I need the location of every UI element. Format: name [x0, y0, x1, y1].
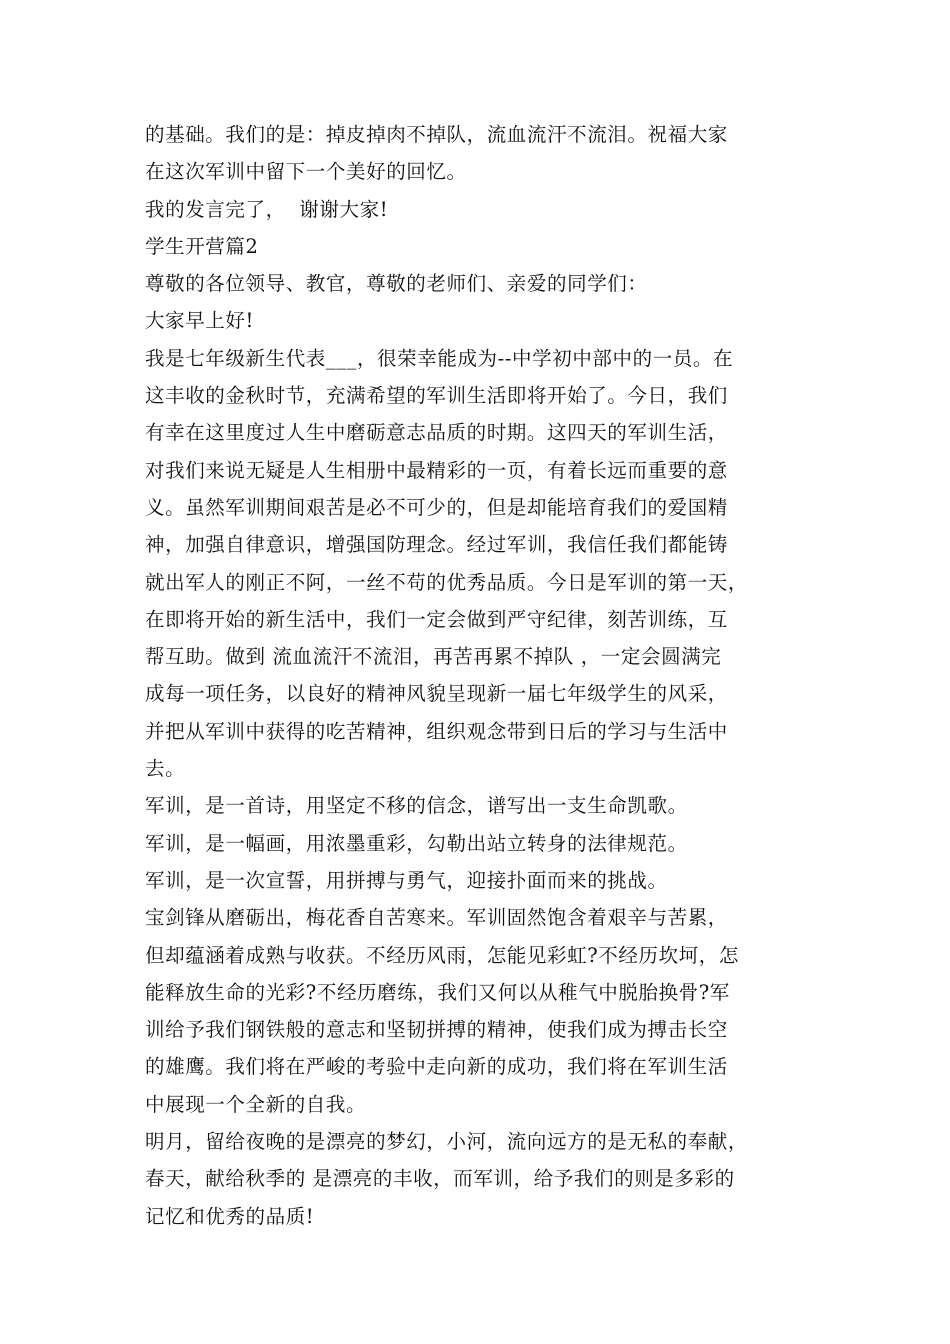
paragraph [145, 825, 825, 862]
paragraph [145, 1123, 825, 1235]
text-line: 大家早上好! [145, 309, 254, 333]
text-line: 明月，留给夜晚的是漂亮的梦幻，小河，流向远方的是无私的奉献， [145, 1130, 749, 1154]
text-line: 军训，是一首诗，用坚定不移的信念，谱写出一支生命凯歌。 [145, 794, 688, 818]
text-line: 成每一项任务，以良好的精神风貌呈现新一届七年级学生的风采， [145, 682, 728, 706]
text-line: 我的发言完了， 谢谢大家! [145, 197, 389, 221]
paragraph [145, 787, 825, 824]
text-line: 有幸在这里度过人生中磨砺意志品质的时期。这四天的军训生活， [145, 421, 728, 445]
paragraph [145, 302, 825, 339]
paragraph [145, 191, 825, 228]
document-body [145, 116, 825, 1235]
text-line: 记忆和优秀的品质! [145, 1204, 315, 1228]
text-line: 的基础。我们的是：掉皮掉肉不掉队，流血流汗不流泪。祝福大家 [145, 123, 728, 146]
text-line: 帮互助。做到 流血流汗不流泪，再苦再累不掉队 ，一定会圆满完 [145, 645, 722, 669]
text-line: 在这次军训中留下一个美好的回忆。 [145, 160, 467, 184]
text-line: 能释放生命的光彩?不经历磨练，我们又何以从稚气中脱胎换骨?军 [145, 980, 730, 1004]
text-line: 义。虽然军训期间艰苦是必不可少的，但是却能培育我们的爱国精 [145, 495, 728, 519]
text-line: 宝剑锋从磨砺出，梅花香自苦寒来。军训固然饱含着艰辛与苦累， [145, 906, 728, 930]
text-line: 训给予我们钢铁般的意志和坚韧拼搏的精神，使我们成为搏击长空 [145, 1018, 728, 1042]
text-line: 军训，是一幅画，用浓墨重彩，勾勒出站立转身的法律规范。 [145, 831, 688, 855]
text-line: 去。 [145, 757, 186, 781]
text-line: 学生开营篇2 [145, 234, 259, 258]
paragraph [145, 265, 825, 302]
text-line: 的雄鹰。我们将在严峻的考验中走向新的成功，我们将在军训生活 [145, 1055, 728, 1079]
text-line: 对我们来说无疑是人生相册中最精彩的一页，有着长远而重要的意 [145, 458, 728, 482]
paragraph [145, 862, 825, 899]
text-line: 这丰收的金秋时节，充满希望的军训生活即将开始了。今日，我们 [145, 384, 728, 408]
text-line: 我是七年级新生代表___，很荣幸能成为--中学初中部中的一员。在 [145, 346, 734, 370]
text-line: 在即将开始的新生活中，我们一定会做到严守纪律，刻苦训练，互 [145, 607, 728, 631]
text-line: 中展现一个全新的自我。 [145, 1092, 367, 1116]
paragraph [145, 340, 825, 788]
text-line: 神，加强自律意识，增强国防理念。经过军训，我信任我们都能铸 [145, 533, 728, 557]
text-line: 但却蕴涵着成熟与收获。不经历风雨，怎能见彩虹?不经历坎坷，怎 [145, 943, 739, 967]
paragraph [145, 899, 825, 1123]
text-line: 尊敬的各位领导、教官，尊敬的老师们、亲爱的同学们： [145, 272, 648, 296]
text-line: 就出军人的刚正不阿，一丝不苟的优秀品质。今日是军训的第一天， [145, 570, 749, 594]
text-line: 并把从军训中获得的吃苦精神，组织观念带到日后的学习与生活中 [145, 719, 728, 743]
paragraph [145, 116, 825, 191]
paragraph [145, 228, 825, 265]
text-line: 军训，是一次宣誓，用拼搏与勇气，迎接扑面而来的挑战。 [145, 868, 668, 892]
text-line: 春天，献给秋季的 是漂亮的丰收，而军训，给予我们的则是多彩的 [145, 1167, 735, 1191]
